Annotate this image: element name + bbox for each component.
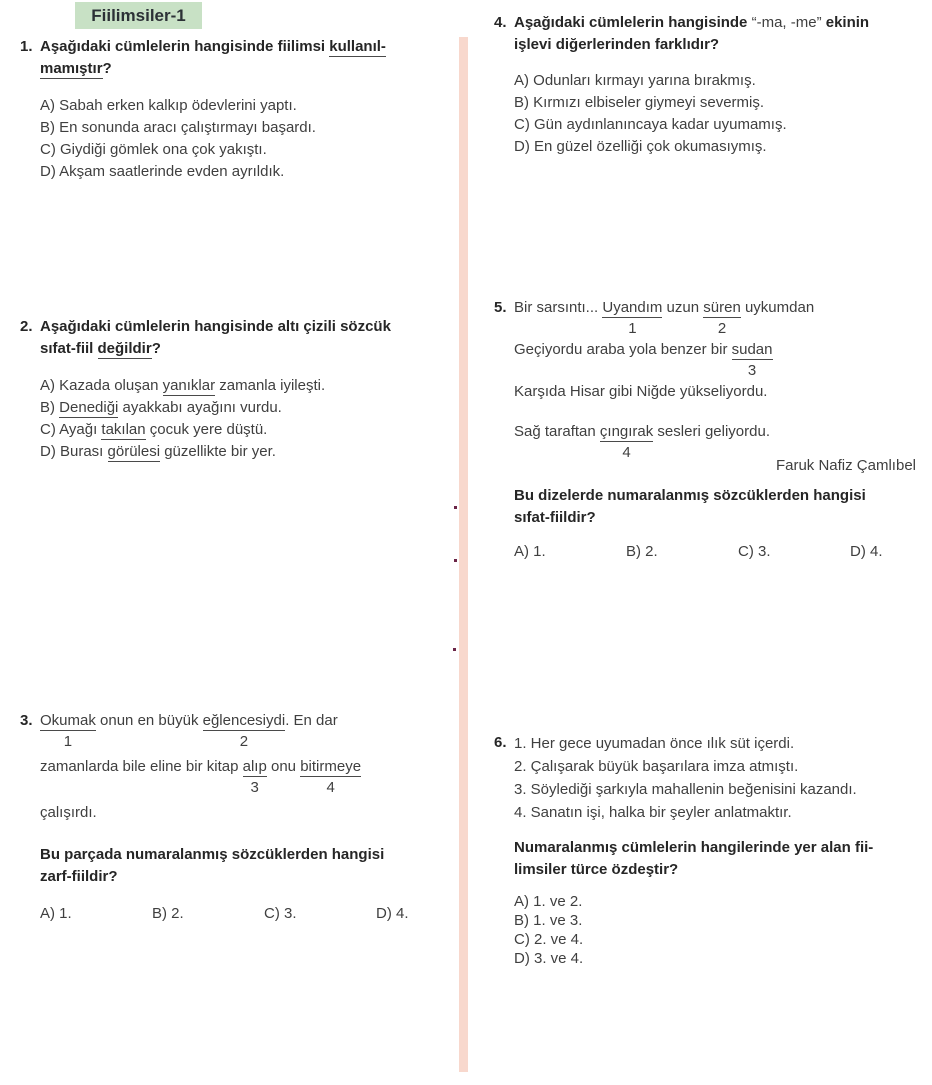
- stem-text: Aşağıdaki cümlelerin hangisinde fiilimsi: [40, 38, 330, 55]
- underlined-word: Denediği: [59, 399, 119, 416]
- passage-text: zamanlarda bile eline bir kitap: [40, 758, 243, 775]
- options-list: [40, 95, 444, 183]
- option-text: D) Burası: [40, 443, 108, 460]
- word-number: 4: [326, 779, 335, 796]
- underlined-word: değildir: [97, 340, 152, 357]
- option-a: A) 1.: [40, 905, 72, 922]
- question-number: 4.: [494, 14, 507, 31]
- option-b: B) En sonunda aracı çalıştırmayı başardı.: [40, 119, 316, 136]
- option-a: A) 1. ve 2.: [514, 893, 583, 910]
- quoted-suffix: “-ma, -me”: [751, 14, 822, 31]
- option-a: A) Sabah erken kalkıp ödevlerini yaptı.: [40, 97, 297, 114]
- poem-line: [514, 339, 932, 379]
- passage-text: onun en büyük: [95, 712, 203, 729]
- question-2: [20, 316, 444, 463]
- option-d: D) 3. ve 4.: [514, 950, 584, 967]
- word-number: 3: [250, 779, 259, 796]
- word-number: 2: [239, 733, 249, 750]
- option-a: [40, 375, 444, 397]
- option-text: çocuk yere düştü.: [145, 421, 268, 438]
- option-b: B) 2.: [152, 905, 184, 922]
- stem-text: zarf-fiildir?: [40, 868, 118, 885]
- question-stem: [40, 844, 488, 888]
- passage-text: onu: [266, 758, 301, 775]
- option-d: D) Akşam saatlerinde evden ayrıldık.: [40, 163, 285, 180]
- option-c: C) 2. ve 4.: [514, 931, 584, 948]
- options-list: [514, 892, 930, 968]
- stem-text: Aşağıdaki cümlelerin hangisinde: [514, 14, 752, 31]
- poem: [514, 297, 932, 477]
- underlined-word: Okumak: [40, 712, 96, 729]
- option-c: C) Gün aydınlanıncaya kadar uyumamış.: [514, 116, 787, 133]
- option-b: B) Kırmızı elbiseler giymeyi severmiş.: [514, 94, 765, 111]
- option-b: B) 1. ve 3.: [514, 912, 583, 929]
- sentence-2: 2. Çalışarak büyük başarılara imza atmıştı.: [514, 758, 799, 775]
- option-text: ayakkabı ayağını vurdu.: [118, 399, 282, 416]
- underlined-word: görülesi: [107, 443, 161, 460]
- numbered-word: [703, 297, 741, 337]
- numbered-word: [242, 756, 267, 796]
- question-number: 6.: [494, 734, 507, 751]
- poem-text: Bir sarsıntı...: [514, 299, 603, 316]
- question-number: 2.: [20, 318, 33, 335]
- passage-text: . En dar: [285, 712, 338, 729]
- poem-text: uzun: [662, 299, 704, 316]
- worksheet-title-box: [75, 2, 202, 29]
- passage-line: [40, 710, 488, 750]
- poem-text: uykumdan: [740, 299, 815, 316]
- question-stem: [40, 36, 444, 80]
- poem-text: Sağ taraftan: [514, 423, 600, 440]
- question-1: [20, 36, 444, 183]
- stem-text: işlevi diğerlerinden farklıdır?: [514, 36, 720, 53]
- options-list: [40, 375, 444, 463]
- stem-text: Bu dizelerde numaralanmış sözcüklerden hangisi: [514, 487, 866, 504]
- numbered-word: [602, 297, 663, 337]
- numbered-word: [731, 339, 773, 379]
- question-number: 3.: [20, 712, 33, 729]
- question-stem: [514, 12, 930, 56]
- passage-line: çalışırdı.: [40, 804, 97, 821]
- passage-line: [40, 756, 488, 796]
- option-d: D) En güzel özelliği çok okumasıymış.: [514, 138, 767, 155]
- ink-dot-artifact: [453, 648, 456, 651]
- option-c: C) 3.: [738, 543, 771, 560]
- stem-text: Bu parçada numaralanmış sözcüklerden hangisi: [40, 846, 385, 863]
- underlined-word: sudan: [731, 341, 773, 358]
- sentence-1: 1. Her gece uyumadan önce ılık süt içerdi.: [514, 735, 795, 752]
- question-number: 1.: [20, 38, 33, 55]
- option-text: B): [40, 399, 60, 416]
- poem-line: Karşıda Hisar gibi Niğde yükseliyordu.: [514, 383, 768, 400]
- numbered-word: [202, 710, 286, 750]
- sentence-3: 3. Söylediği şarkıyla mahallenin beğenisini kazandı.: [514, 781, 857, 798]
- option-b: B) 2.: [626, 543, 658, 560]
- stem-text: Aşağıdaki cümlelerin hangisinde altı çizili sözcük: [40, 318, 391, 335]
- poem-line: [514, 297, 932, 337]
- stem-text: ?: [102, 60, 112, 77]
- option-d: [40, 441, 444, 463]
- stem-text: ?: [151, 340, 161, 357]
- options-row: [40, 903, 488, 925]
- option-text: A) Kazada oluşan: [40, 377, 163, 394]
- underlined-word: eğlencesiydi: [202, 712, 286, 729]
- question-number: 5.: [494, 299, 507, 316]
- word-number: 4: [622, 444, 631, 461]
- option-text: C) Ayağı: [40, 421, 102, 438]
- stem-text: limsiler türce özdeştir?: [514, 861, 679, 878]
- question-stem: [514, 837, 930, 881]
- question-stem: [40, 316, 444, 360]
- option-d: D) 4.: [850, 543, 883, 560]
- underlined-word: süren: [703, 299, 741, 316]
- underlined-word: Uyandım: [602, 299, 663, 316]
- option-a: A) 1.: [514, 543, 546, 560]
- underlined-word: takılan: [101, 421, 146, 438]
- option-d: D) 4.: [376, 905, 409, 922]
- question-stem: [514, 485, 932, 529]
- stem-text: sıfat-fiildir?: [514, 509, 596, 526]
- question-5: [494, 297, 930, 563]
- option-b: [40, 397, 444, 419]
- poem-text: sesleri geliyordu.: [653, 423, 770, 440]
- question-3: [20, 710, 444, 925]
- stem-text: ekinin: [821, 14, 870, 31]
- ink-dot-artifact: [454, 559, 457, 562]
- underlined-word: yanıklar: [162, 377, 216, 394]
- option-text: güzellikte bir yer.: [160, 443, 276, 460]
- sentence-4: 4. Sanatın işi, halka bir şeyler anlatmaktır.: [514, 804, 792, 821]
- poem-author: Faruk Nafiz Çamlıbel: [775, 457, 916, 474]
- underlined-word: alıp: [242, 758, 267, 775]
- option-c: [40, 419, 444, 441]
- options-list: [514, 70, 930, 158]
- word-number: 3: [747, 362, 757, 379]
- numbered-word: [599, 421, 654, 461]
- option-a: A) Odunları kırmayı yarına bırakmış.: [514, 72, 756, 89]
- ink-dot-artifact: [454, 506, 457, 509]
- stem-text: sıfat-fiil: [40, 340, 98, 357]
- numbered-word: [40, 710, 96, 750]
- question-6: [494, 732, 930, 968]
- option-c: C) 3.: [264, 905, 297, 922]
- passage: [40, 710, 488, 824]
- numbered-word: [300, 756, 362, 796]
- word-number: 1: [63, 733, 73, 750]
- question-4: [494, 12, 930, 158]
- word-number: 1: [628, 320, 637, 337]
- underlined-word: bitirmeye: [300, 758, 362, 775]
- word-number: 2: [717, 320, 727, 337]
- poem-line: [514, 421, 932, 461]
- numbered-sentences: [514, 732, 930, 824]
- worksheet-title: Fiilimsiler-1: [91, 5, 186, 25]
- option-text: zamanla iyileşti.: [215, 377, 326, 394]
- underlined-word: çıngırak: [599, 423, 654, 440]
- options-row: [514, 541, 932, 563]
- underlined-word: kullanıl-: [329, 38, 386, 55]
- poem-text: Geçiyordu araba yola benzer bir: [514, 341, 732, 358]
- stem-text: Numaralanmış cümlelerin hangilerinde yer alan fii-: [514, 839, 874, 856]
- underlined-word: mamıştır: [40, 60, 103, 77]
- option-c: C) Giydiği gömlek ona çok yakıştı.: [40, 141, 267, 158]
